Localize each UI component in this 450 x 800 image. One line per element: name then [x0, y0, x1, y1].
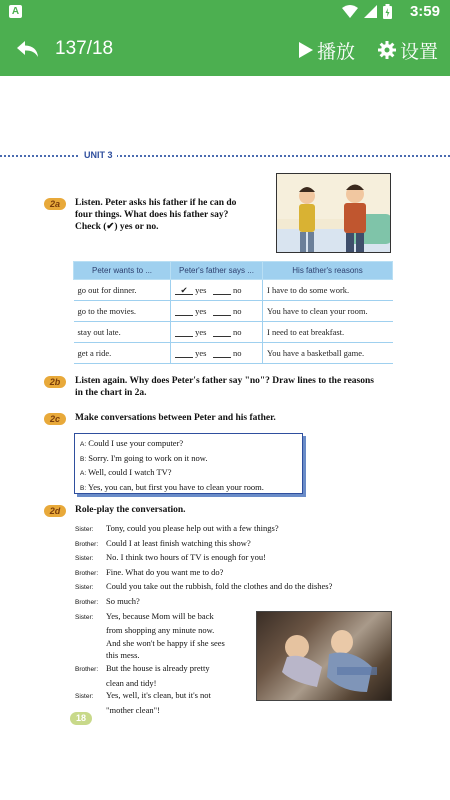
yes-label: yes	[195, 285, 207, 295]
line-text: Could you take out the rubbish, fold the clothes and do the dishes?	[106, 581, 333, 592]
yes-no-cell[interactable]	[171, 322, 263, 343]
speaker-label: Sister:	[75, 584, 94, 592]
speaker-label: Brother:	[75, 598, 99, 606]
reason-cell: I have to do some work.	[263, 280, 393, 301]
yes-label: yes	[195, 327, 207, 337]
want-cell: get a ride.	[74, 343, 171, 364]
speaker-label: Brother:	[75, 665, 99, 673]
battery-icon	[383, 4, 392, 19]
chart-header-row	[74, 262, 393, 280]
table-row	[74, 343, 393, 364]
reason-cell: You have a basketball game.	[263, 343, 393, 364]
instruction-2b-line2: in the chart in 2a.	[75, 388, 147, 398]
no-label: no	[232, 327, 242, 337]
app-notification-icon: A	[9, 5, 22, 18]
no-label: no	[232, 348, 242, 358]
instruction-2d: Role-play the conversation.	[75, 505, 186, 515]
reason-cell: I need to eat breakfast.	[263, 322, 393, 343]
conversation-line	[80, 466, 297, 481]
instruction-2a	[75, 197, 270, 233]
dialogue-line	[75, 595, 395, 610]
play-label: 播放	[317, 41, 356, 63]
line-text: Well, could I watch TV?	[88, 467, 172, 477]
unit-divider	[0, 155, 450, 157]
clock: 3:59	[409, 3, 440, 20]
speaker-label: Sister:	[75, 693, 94, 701]
no-label: no	[232, 285, 242, 295]
line-text: And she won't be happy if she sees	[106, 637, 225, 648]
chart-header-reasons: His father's reasons	[263, 262, 393, 280]
speaker-label: B:	[80, 455, 87, 463]
line-text: Could I use your computer?	[88, 438, 184, 448]
play-icon	[297, 41, 315, 59]
no-blank[interactable]	[213, 307, 231, 316]
play-button[interactable]	[297, 36, 355, 64]
want-cell: go out for dinner.	[74, 280, 171, 301]
dialogue-line	[75, 537, 395, 552]
unit-title: UNIT 3	[80, 150, 117, 160]
book-page[interactable]	[0, 76, 450, 800]
no-label: no	[232, 306, 242, 316]
yes-blank[interactable]	[175, 349, 193, 358]
line-text: No. I think two hours of TV is enough for you!	[106, 552, 266, 563]
page-number: 18	[70, 712, 92, 725]
line-text: from shopping any minute now.	[106, 625, 215, 636]
dialogue-line	[75, 704, 395, 717]
line-text: "mother clean"!	[106, 704, 160, 715]
line-text: this mess.	[106, 650, 140, 661]
wifi-icon	[342, 5, 358, 18]
settings-button[interactable]	[378, 36, 438, 64]
yes-label: yes	[195, 348, 207, 358]
yes-no-cell[interactable]	[171, 280, 263, 301]
table-row	[74, 322, 393, 343]
dialogue-line	[75, 580, 395, 595]
status-bar	[0, 0, 450, 24]
system-icons	[342, 4, 392, 19]
speaker-label: A:	[80, 441, 87, 448]
father-son-illustration	[276, 173, 391, 253]
instruction-2a-line3: Check (✔) yes or no.	[75, 222, 159, 232]
speaker-label: Brother:	[75, 569, 99, 577]
dialogue-line	[75, 522, 395, 537]
children-photo	[256, 611, 392, 701]
instruction-2c: Make conversations between Peter and his father.	[75, 413, 276, 423]
line-text: clean and tidy!	[106, 677, 157, 688]
conversation-line	[80, 437, 297, 452]
yes-no-cell[interactable]	[171, 301, 263, 322]
table-row	[74, 301, 393, 322]
page-counter: 137/18	[55, 38, 114, 59]
want-cell: stay out late.	[74, 322, 171, 343]
line-text: So much?	[106, 595, 140, 606]
section-badge-2c: 2c	[44, 413, 66, 425]
want-cell: go to the movies.	[74, 301, 171, 322]
back-button[interactable]	[14, 36, 42, 64]
dialogue-line	[75, 551, 395, 566]
speaker-label: Sister:	[75, 555, 94, 563]
line-text: Yes, because Mom will be back	[106, 610, 214, 621]
back-arrow-icon	[14, 36, 42, 64]
yes-blank[interactable]: ✔	[175, 286, 193, 295]
no-blank[interactable]	[213, 328, 231, 337]
instruction-2b-line1: Listen again. Why does Peter's father say "no"? Draw lines to the reasons	[75, 376, 374, 386]
gear-icon	[378, 41, 396, 59]
section-badge-2b: 2b	[44, 376, 66, 388]
conversation-line	[80, 452, 297, 467]
listening-chart	[73, 261, 393, 364]
settings-label: 设置	[400, 41, 439, 63]
speaker-label: Brother:	[75, 540, 99, 548]
app-toolbar	[0, 24, 450, 76]
section-badge-2d: 2d	[44, 505, 66, 517]
table-row	[74, 280, 393, 301]
line-text: Yes, well, it's clean, but it's not	[106, 690, 211, 701]
line-text: Sorry. I'm going to work on it now.	[88, 452, 208, 463]
instruction-2a-line2: four things. What does his father say?	[75, 210, 229, 220]
speaker-label: B:	[80, 484, 87, 492]
no-blank[interactable]	[213, 286, 231, 295]
reason-cell: You have to clean your room.	[263, 301, 393, 322]
chart-header-says: Peter's father says ...	[171, 262, 263, 280]
conversation-box	[74, 433, 303, 494]
chart-header-wants: Peter wants to ...	[74, 262, 171, 280]
section-badge-2a: 2a	[44, 198, 66, 210]
line-text: Yes, you can, but first you have to clean your room.	[87, 481, 264, 492]
yes-label: yes	[195, 306, 207, 316]
conversation-line	[80, 481, 297, 496]
signal-icon	[364, 5, 377, 18]
line-text: Fine. What do you want me to do?	[106, 566, 224, 577]
line-text: Could I at least finish watching this show?	[106, 537, 251, 548]
speaker-label: Sister:	[75, 526, 94, 533]
line-text: But the house is already pretty	[106, 662, 210, 673]
speaker-label: Sister:	[75, 613, 94, 621]
speaker-label: A:	[80, 470, 87, 477]
line-text: Tony, could you please help out with a few things?	[106, 523, 279, 533]
instruction-2b	[75, 375, 405, 399]
yes-blank[interactable]	[175, 328, 193, 337]
yes-no-cell[interactable]	[171, 343, 263, 364]
instruction-2a-line1: Listen. Peter asks his father if he can do	[75, 198, 237, 208]
dialogue-line	[75, 566, 395, 581]
yes-blank[interactable]	[175, 307, 193, 316]
no-blank[interactable]	[213, 349, 231, 358]
